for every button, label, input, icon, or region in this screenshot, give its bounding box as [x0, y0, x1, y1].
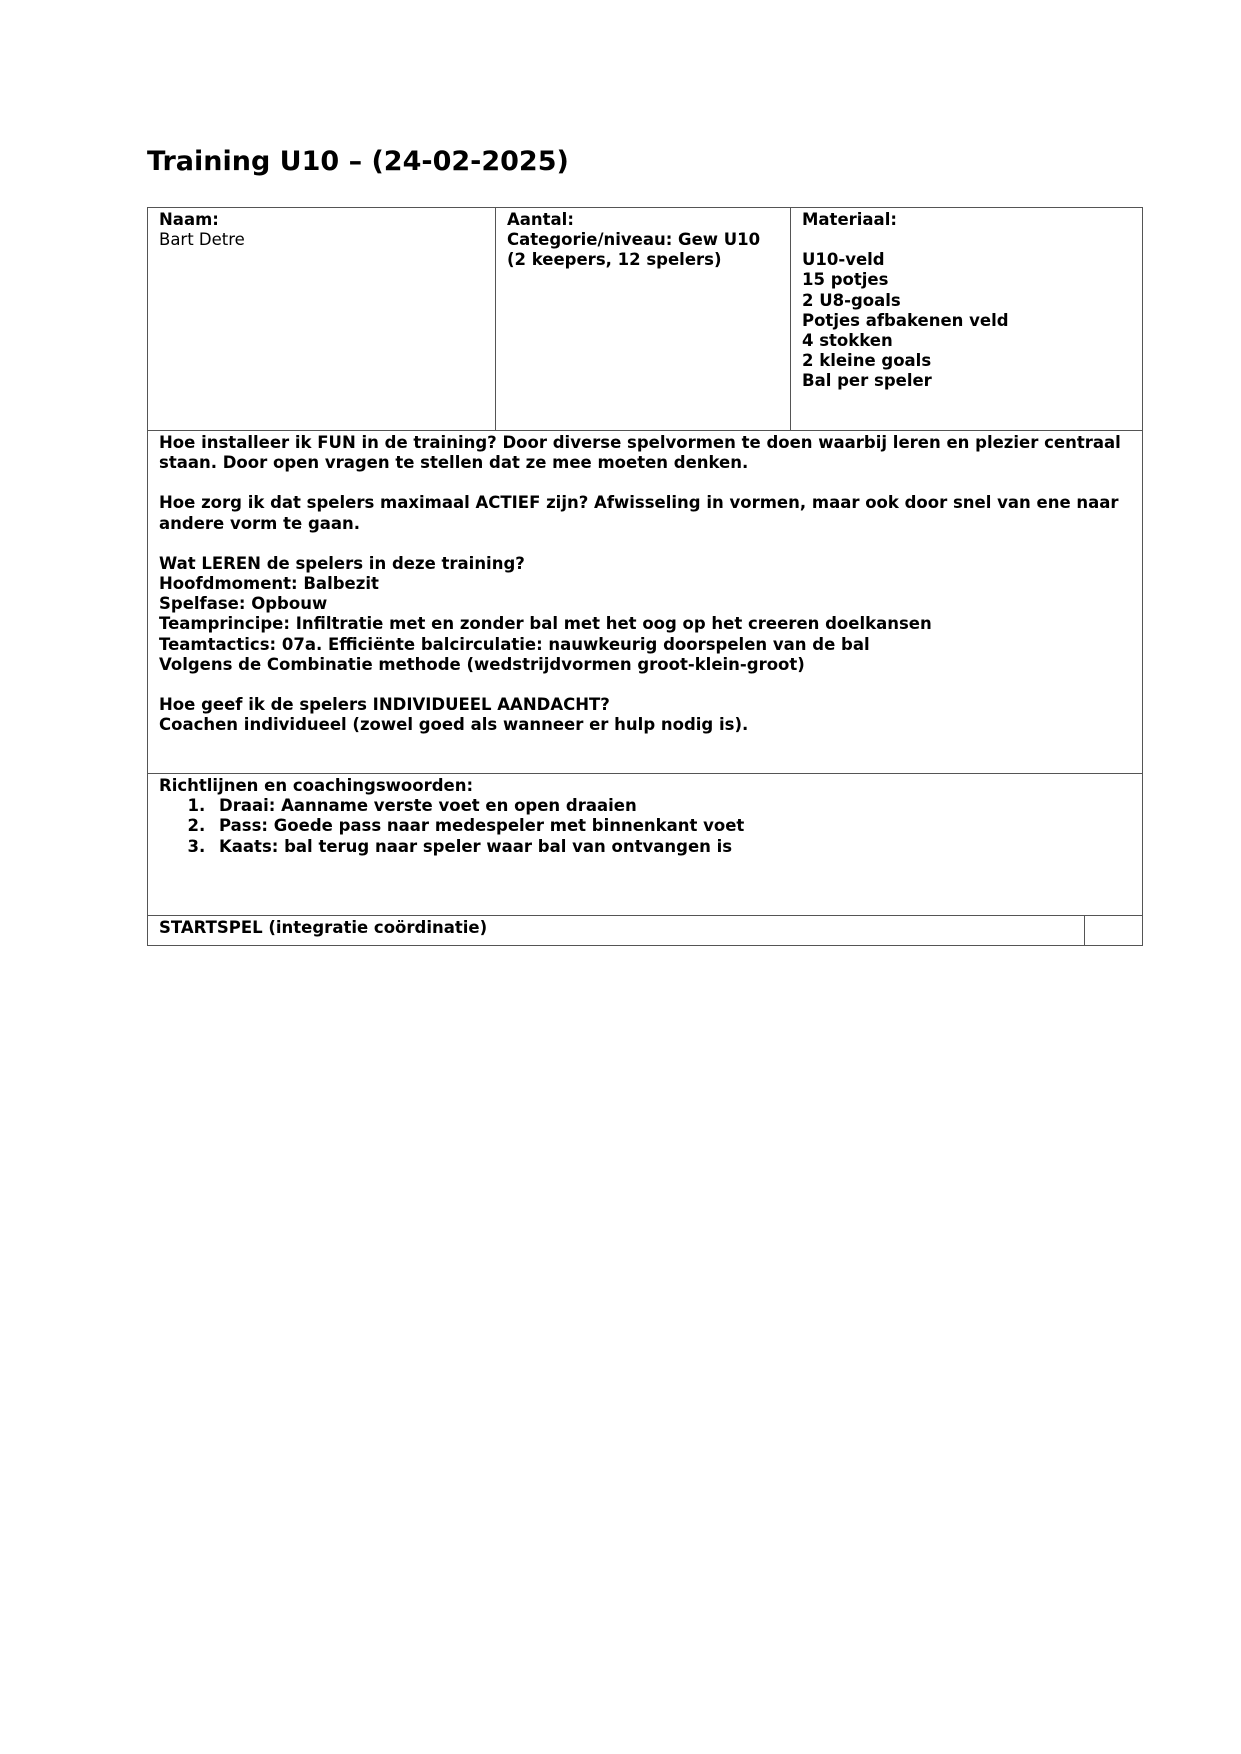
leren-line: Hoofdmoment: Balbezit	[159, 574, 379, 594]
materiaal-cell	[791, 208, 1143, 431]
guideline-item: 3. Kaats: bal terug naar speler waar bal van ontvangen is	[211, 837, 1131, 857]
materiaal-item: Potjes afbakenen veld	[802, 310, 1009, 330]
materiaal-item: 2 kleine goals	[802, 351, 932, 371]
actief-paragraph: Hoe zorg ik dat spelers maximaal ACTIEF zijn? Afwisseling in vormen, maar ook door snel van ene naar andere vorm te gaan.	[159, 493, 1119, 533]
leren-line: Wat LEREN de spelers in deze training?	[159, 553, 525, 573]
startspel-heading: STARTSPEL (integratie coördinatie)	[148, 916, 1085, 946]
page-title: Training U10 – (24-02-2025)	[147, 146, 569, 177]
naam-cell	[148, 208, 496, 431]
materiaal-label: Materiaal:	[802, 210, 897, 229]
aantal-line: (2 keepers, 12 spelers)	[507, 250, 722, 270]
leren-line: Volgens de Combinatie methode (wedstrijdvormen groot-klein-groot)	[159, 654, 805, 674]
guideline-item: 1. Draai: Aanname verste voet en open draaien	[211, 796, 1131, 816]
aandacht-line: Hoe geef ik de spelers INDIVIDUEEL AANDACHT?	[159, 695, 610, 715]
aantal-line: Categorie/niveau: Gew U10	[507, 230, 761, 250]
materiaal-item: U10-veld	[802, 250, 885, 270]
startspel-empty-cell	[1085, 916, 1143, 946]
guideline-item: 2. Pass: Goede pass naar medespeler met binnenkant voet	[211, 816, 1131, 836]
materiaal-item: Bal per speler	[802, 371, 932, 391]
aandacht-line: Coachen individueel (zowel goed als wanneer er hulp nodig is).	[159, 715, 749, 735]
questions-cell	[148, 431, 1143, 774]
guidelines-heading: Richtlijnen en coachingswoorden:	[159, 776, 474, 795]
leren-line: Spelfase: Opbouw	[159, 594, 328, 614]
naam-value: Bart Detre	[159, 230, 245, 250]
materiaal-item: 15 potjes	[802, 270, 889, 290]
fun-paragraph: Hoe installeer ik FUN in de training? Door diverse spelvormen te doen waarbij leren en plezier centraal staan. Door open vragen te stellen dat ze mee moeten denken.	[159, 433, 1121, 473]
materiaal-item: 4 stokken	[802, 331, 893, 351]
materiaal-item: 2 U8-goals	[802, 290, 901, 310]
aantal-cell	[496, 208, 791, 431]
leren-line: Teamtactics: 07a. Efficiënte balcirculatie: nauwkeurig doorspelen van de bal	[159, 634, 870, 654]
training-plan-table	[147, 207, 1143, 946]
guidelines-list	[159, 796, 1131, 857]
aantal-label: Aantal:	[507, 210, 574, 229]
guidelines-cell	[148, 774, 1143, 916]
naam-label: Naam:	[159, 210, 219, 229]
leren-line: Teamprincipe: Infiltratie met en zonder bal met het oog op het creeren doelkansen	[159, 614, 932, 634]
